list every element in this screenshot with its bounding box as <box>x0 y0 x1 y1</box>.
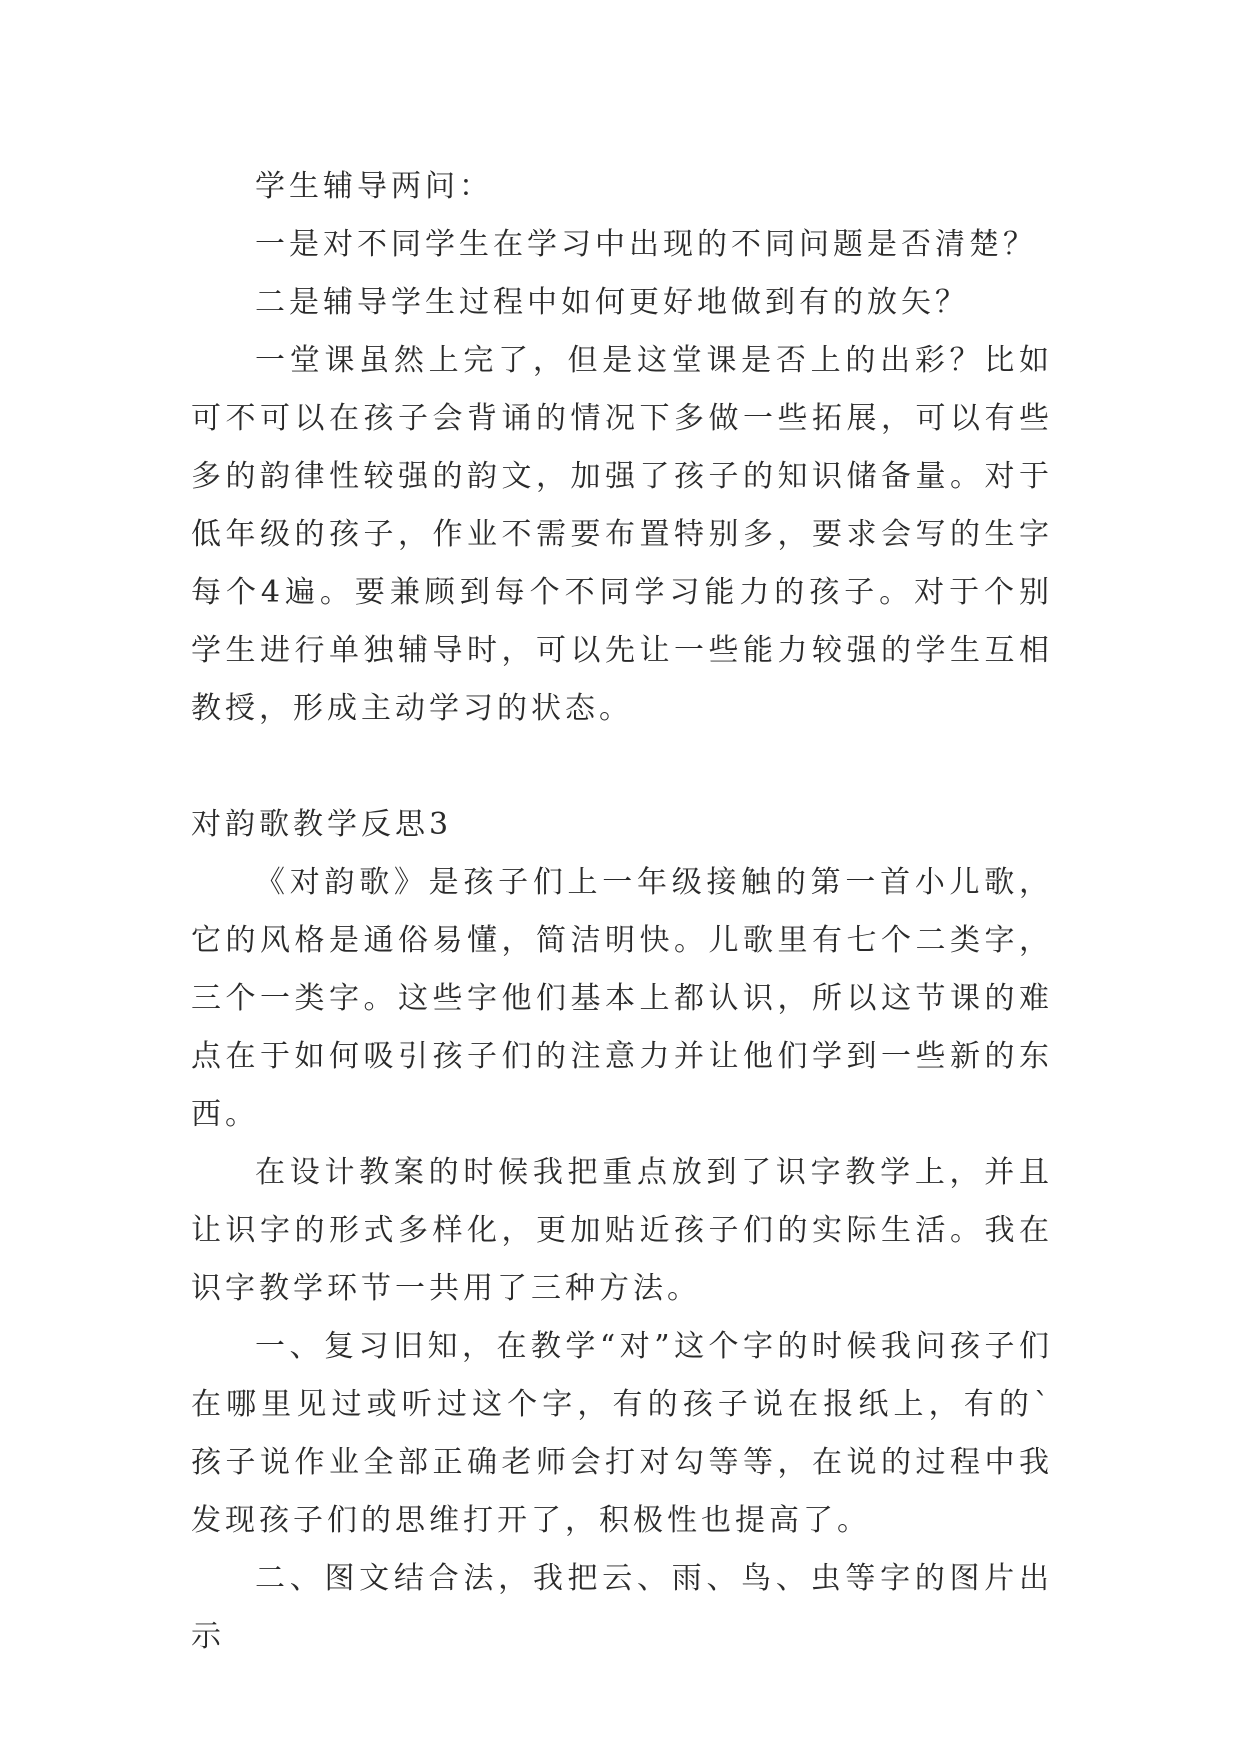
paragraph: 二是辅导学生过程中如何更好地做到有的放矢？ <box>255 285 969 320</box>
document-page <box>191 158 1053 1666</box>
section-spacer <box>191 738 1053 796</box>
paragraph: 《对韵歌》是孩子们上一年级接触的第一首小儿歌，它的风格是通俗易懂，简洁明快。儿歌里有七个二类字，三个一类字。这些字他们基本上都认识，所以这节课的难点在于如何吸引孩子们的注意力并让他们学到一些新的东西。 <box>191 865 1053 1132</box>
paragraph: 一是对不同学生在学习中出现的不同问题是否清楚？ <box>255 227 1037 262</box>
paragraph: 一、复习旧知，在教学“对”这个字的时候我问孩子们在哪里见过或听过这个字，有的孩子说在报纸上，有的`孩子说作业全部正确老师会打对勾等等，在说的过程中我发现孩子们的思维打开了，积极性也提高了。 <box>191 1329 1053 1538</box>
paragraph: 学生辅导两问： <box>255 169 493 204</box>
section-title: 对韵歌教学反思3 <box>191 807 453 842</box>
paragraph: 在设计教案的时候我把重点放到了识字教学上，并且让识字的形式多样化，更加贴近孩子们的实际生活。我在识字教学环节一共用了三种方法。 <box>191 1155 1053 1306</box>
paragraph: 一堂课虽然上完了，但是这堂课是否上的出彩？比如可不可以在孩子会背诵的情况下多做一些拓展，可以有些多的韵律性较强的韵文，加强了孩子的知识储备量。对于低年级的孩子，作业不需要布置特别多，要求会写的生字每个4遍。要兼顾到每个不同学习能力的孩子。对于个别学生进行单独辅导时，可以先让一些能力较强的学生互相教授，形成主动学习的状态。 <box>191 343 1053 726</box>
paragraph: 二、图文结合法，我把云、雨、鸟、虫等字的图片出示 <box>191 1561 1053 1654</box>
